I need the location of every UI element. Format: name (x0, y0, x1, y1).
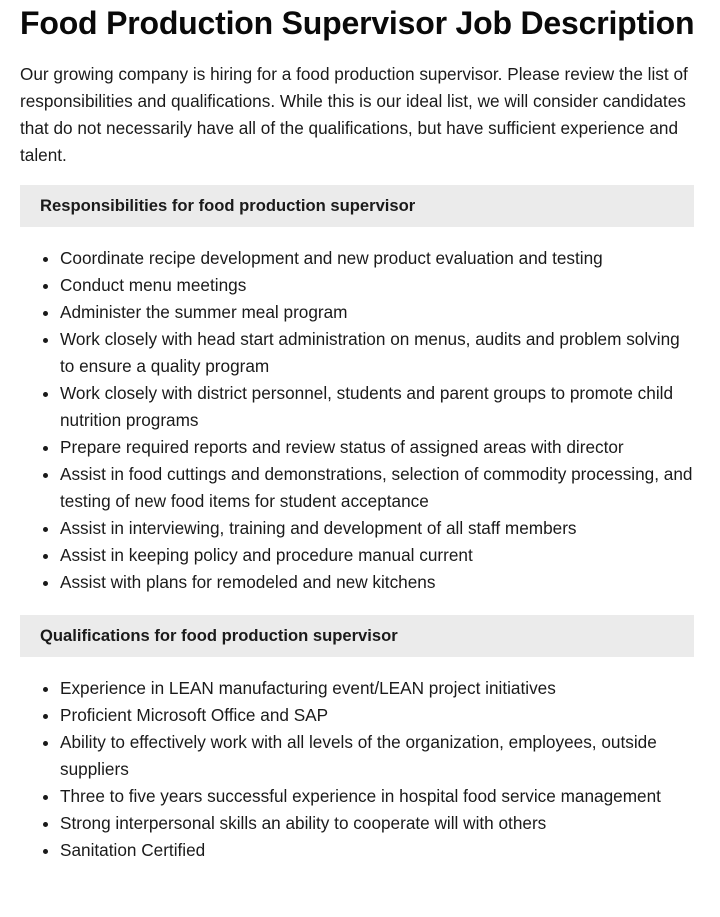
list-item (60, 245, 694, 272)
list-item (60, 299, 694, 326)
bullet-icon (43, 714, 48, 719)
bullet-icon (43, 338, 48, 343)
list-item (60, 810, 694, 837)
responsibilities-heading: Responsibilities for food production supervisor (20, 185, 694, 227)
list-item-text: Experience in LEAN manufacturing event/LEAN project initiatives (60, 678, 556, 698)
list-item (60, 569, 694, 596)
list-item (60, 434, 694, 461)
bullet-icon (43, 257, 48, 262)
list-item-text: Work closely with head start administration on menus, audits and problem solving to ensure a quality program (60, 329, 680, 376)
bullet-icon (43, 795, 48, 800)
list-item-text: Sanitation Certified (60, 840, 206, 860)
bullet-icon (43, 284, 48, 289)
bullet-icon (43, 849, 48, 854)
list-item-text: Ability to effectively work with all levels of the organization, employees, outside suppliers (60, 732, 657, 779)
list-item-text: Assist in keeping policy and procedure manual current (60, 545, 473, 565)
list-item-text: Prepare required reports and review status of assigned areas with director (60, 437, 624, 457)
list-item (60, 783, 694, 810)
list-item-text: Assist in interviewing, training and development of all staff members (60, 518, 577, 538)
bullet-icon (43, 581, 48, 586)
list-item (60, 702, 694, 729)
bullet-icon (43, 446, 48, 451)
bullet-icon (43, 473, 48, 478)
list-item (60, 272, 694, 299)
list-item (60, 515, 694, 542)
list-item-text: Administer the summer meal program (60, 302, 348, 322)
list-item (60, 326, 694, 380)
bullet-icon (43, 554, 48, 559)
list-item (60, 542, 694, 569)
list-item-text: Conduct menu meetings (60, 275, 247, 295)
page-title: Food Production Supervisor Job Description (20, 5, 695, 41)
qualifications-heading: Qualifications for food production supervisor (20, 615, 694, 657)
bullet-icon (43, 527, 48, 532)
list-item (60, 461, 694, 515)
bullet-icon (43, 311, 48, 316)
list-item-text: Assist with plans for remodeled and new kitchens (60, 572, 436, 592)
list-item-text: Strong interpersonal skills an ability to cooperate will with others (60, 813, 547, 833)
responsibilities-list (20, 245, 694, 596)
bullet-icon (43, 741, 48, 746)
bullet-icon (43, 392, 48, 397)
list-item (60, 729, 694, 783)
bullet-icon (43, 822, 48, 827)
list-item-text: Three to five years successful experience in hospital food service management (60, 786, 661, 806)
bullet-icon (43, 687, 48, 692)
list-item-text: Proficient Microsoft Office and SAP (60, 705, 329, 725)
qualifications-list (20, 675, 694, 864)
list-item (60, 380, 694, 434)
list-item (60, 675, 694, 702)
list-item-text: Coordinate recipe development and new product evaluation and testing (60, 248, 603, 268)
list-item-text: Work closely with district personnel, students and parent groups to promote child nutrition programs (60, 383, 674, 430)
list-item (60, 837, 694, 864)
intro-paragraph: Our growing company is hiring for a food production supervisor. Please review the list of responsibilities and qualifications. While this is our ideal list, we will consider candidates that do not necessarily have all of the qualifications, but have sufficient experience and talent. (20, 64, 688, 165)
list-item-text: Assist in food cuttings and demonstrations, selection of commodity processing, and testing of new food items for student acceptance (60, 464, 693, 511)
